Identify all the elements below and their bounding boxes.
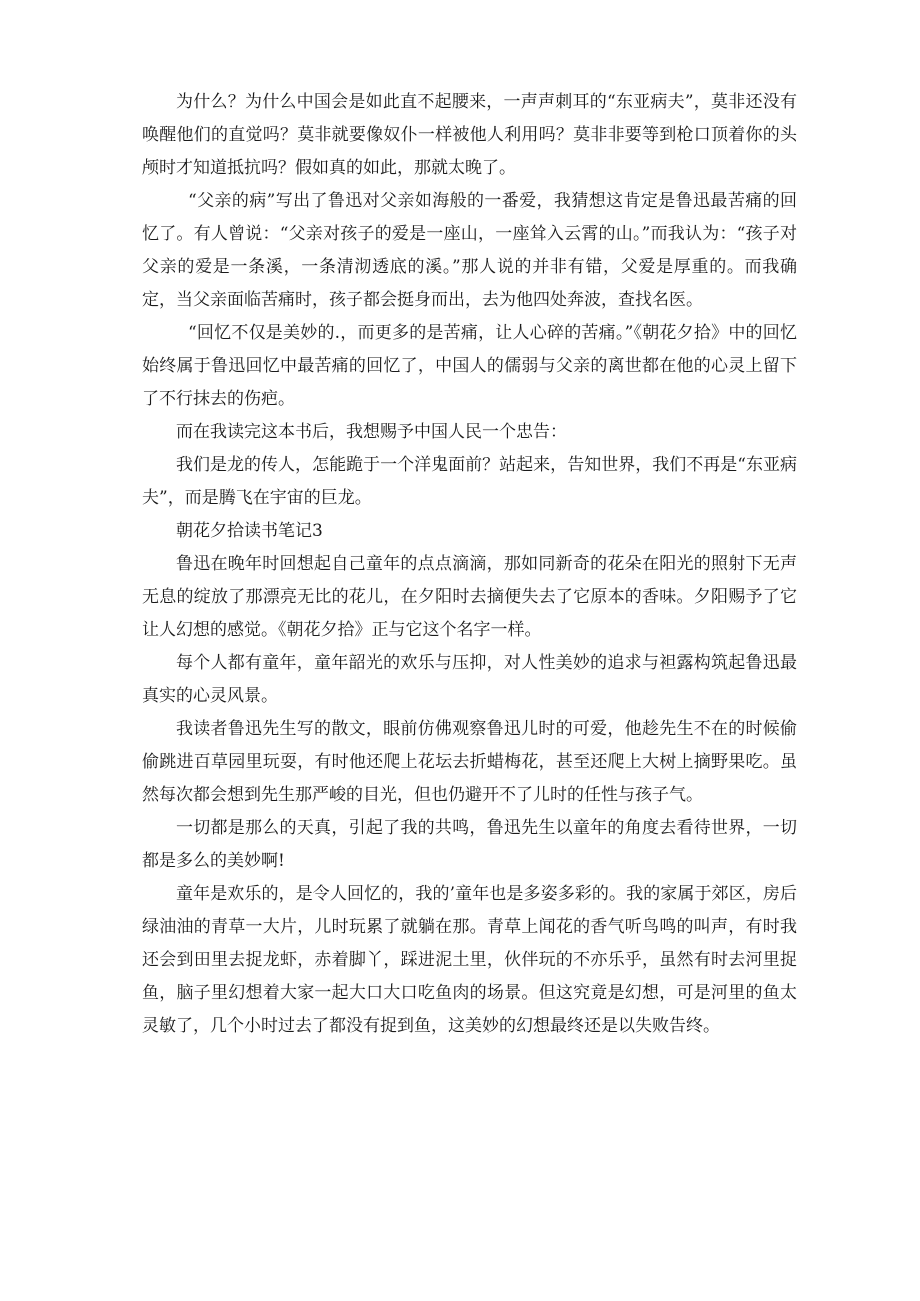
- paragraph-6: 鲁迅在晚年时回想起自己童年的点点滴滴，那如同新奇的花朵在阳光的照射下无声无息的绽放了那漂亮无比的花儿，在夕阳时去摘便失去了它原本的香味。夕阳赐予了它让人幻想的感觉。《朝花夕拾》正与它这个名字一样。: [142, 554, 797, 640]
- section-heading: 朝花夕拾读书笔记3: [176, 521, 323, 541]
- document-body: [142, 86, 797, 1043]
- paragraph-2: “父亲的病”写出了鲁迅对父亲如海般的一番爱，我猜想这肯定是鲁迅最苦痛的回忆了。有人曾说：“父亲对孩子的爱是一座山，一座耸入云霄的山。”而我认为：“孩子对父亲的爱是一条溪，一条清沏透底的溪。”那人说的并非有错，父爱是厚重的。而我确定，当父亲面临苦痛时，孩子都会挺身而出，去为他四处奔波，查找名医。: [142, 191, 797, 310]
- paragraph-4: 而在我读完这本书后，我想赐予中国人民一个忠告：: [176, 422, 567, 442]
- paragraph-8: 我读者鲁迅先生写的散文，眼前仿佛观察鲁迅儿时的可爱，他趁先生不在的时候偷偷跳进百草园里玩耍，有时他还爬上花坛去折蜡梅花，甚至还爬上大树上摘野果吃。虽然每次都会想到先生那严峻的目光，但也仍避开不了儿时的任性与孩子气。: [142, 719, 797, 805]
- paragraph-7: 每个人都有童年，童年韶光的欢乐与压抑，对人性美妙的追求与袒露构筑起鲁迅最真实的心灵风景。: [142, 653, 797, 706]
- paragraph-5: 我们是龙的传人，怎能跪于一个洋鬼面前？站起来，告知世界，我们不再是“东亚病夫”，而是腾飞在宇宙的巨龙。: [142, 455, 797, 508]
- paragraph-3: “回忆不仅是美妙的.，而更多的是苦痛，让人心碎的苦痛。”《朝花夕拾》中的回忆始终属于鲁迅回忆中最苦痛的回忆了，中国人的儒弱与父亲的离世都在他的心灵上留下了不行抹去的伤疤。: [142, 323, 797, 409]
- paragraph-1: 为什么？为什么中国会是如此直不起腰来，一声声刺耳的“东亚病夫”，莫非还没有唤醒他们的直觉吗？莫非就要像奴仆一样被他人利用吗？莫非非要等到枪口顶着你的头颅时才知道抵抗吗？假如真的如此，那就太晚了。: [142, 92, 797, 178]
- paragraph-10: 童年是欢乐的，是令人回忆的，我的’童年也是多姿多彩的。我的家属于郊区，房后绿油油的青草一大片，儿时玩累了就躺在那。青草上闻花的香气听鸟鸣的叫声，有时我还会到田里去捉龙虾，赤着脚丫，踩进泥土里，伙伴玩的不亦乐乎，虽然有时去河里捉鱼，脑子里幻想着大家一起大口大口吃鱼肉的场景。但这究竟是幻想，可是河里的鱼太灵敏了，几个小时过去了都没有捉到鱼，这美妙的幻想最终还是以失败告终。: [142, 884, 797, 1036]
- paragraph-9: 一切都是那么的天真，引起了我的共鸣，鲁迅先生以童年的角度去看待世界，一切都是多么的美妙啊!: [142, 818, 797, 871]
